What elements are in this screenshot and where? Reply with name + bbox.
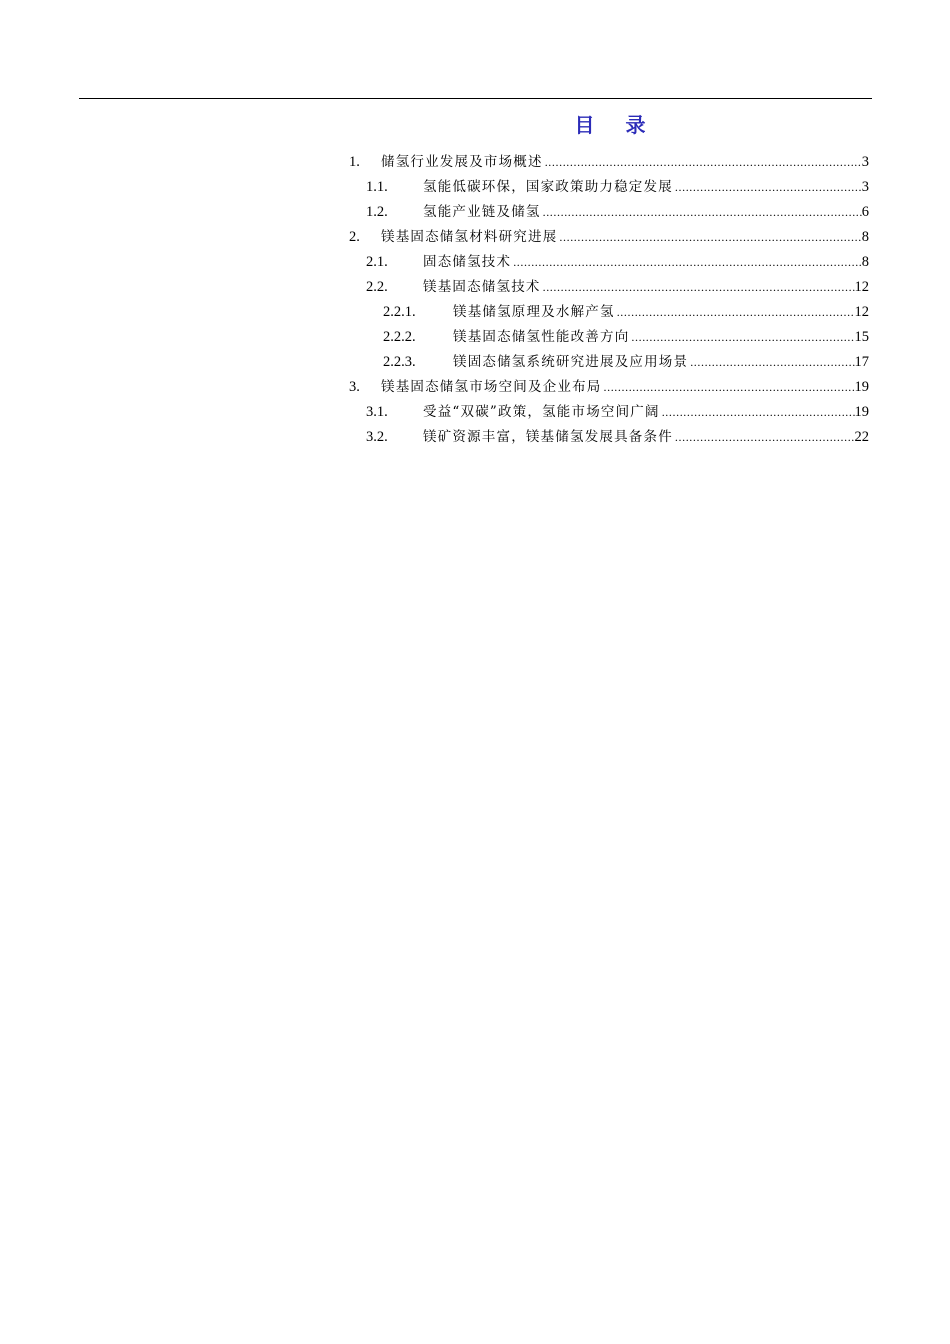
toc-entry-number: 2.2.	[366, 279, 388, 295]
toc-dot-leader	[541, 200, 862, 225]
toc-entry-number: 3.	[349, 379, 360, 395]
toc-entry-1-2[interactable]	[349, 200, 869, 225]
toc-entry-3[interactable]	[349, 375, 869, 400]
toc-entry-page: 8	[861, 229, 869, 245]
toc-entry-page: 3	[861, 179, 869, 195]
toc-entry-label: 氢能低碳环保，国家政策助力稳定发展	[423, 179, 673, 195]
toc-entry-label: 镁基储氢原理及水解产氢	[453, 304, 615, 320]
toc-entry-1[interactable]	[349, 150, 869, 175]
toc-entry-label: 镁基固态储氢性能改善方向	[453, 329, 630, 345]
toc-dot-leader	[673, 175, 862, 200]
toc-entry-page: 22	[854, 429, 869, 445]
toc-entry-number: 1.	[349, 154, 360, 170]
toc-entry-number: 3.1.	[366, 404, 388, 420]
toc-entry-2-2-2[interactable]	[349, 325, 869, 350]
toc-entry-3-1[interactable]	[349, 400, 869, 425]
toc-entry-page: 15	[854, 329, 869, 345]
toc-title: 目 录	[574, 113, 658, 137]
toc-entry-2-2[interactable]	[349, 275, 869, 300]
toc-dot-leader	[629, 325, 854, 350]
toc-entry-1-1[interactable]	[349, 175, 869, 200]
toc-entry-number: 1.2.	[366, 204, 388, 220]
toc-entry-page: 3	[861, 154, 869, 170]
toc-entry-label: 镁固态储氢系统研究进展及应用场景	[453, 354, 689, 370]
toc-entry-number: 1.1.	[366, 179, 388, 195]
toc-entry-2[interactable]	[349, 225, 869, 250]
toc-entry-2-1[interactable]	[349, 250, 869, 275]
toc-entry-label: 储氢行业发展及市场概述	[381, 154, 543, 170]
toc-dot-leader	[602, 375, 855, 400]
toc-dot-leader	[673, 425, 855, 450]
toc-entry-page: 12	[854, 304, 869, 320]
toc-entry-number: 2.2.1.	[383, 304, 416, 320]
header-rule	[79, 98, 872, 99]
toc-entry-number: 2.2.2.	[383, 329, 416, 345]
toc-entry-label: 镁基固态储氢技术	[423, 279, 541, 295]
toc-entry-page: 17	[854, 354, 869, 370]
toc-entry-number: 2.1.	[366, 254, 388, 270]
toc-dot-leader	[543, 150, 862, 175]
toc-dot-leader	[615, 300, 855, 325]
toc-dot-leader	[511, 250, 862, 275]
toc-entry-3-2[interactable]	[349, 425, 869, 450]
toc-entry-2-2-1[interactable]	[349, 300, 869, 325]
toc-entry-number: 2.2.3.	[383, 354, 416, 370]
toc-entry-page: 12	[854, 279, 869, 295]
toc-entry-page: 8	[861, 254, 869, 270]
toc-entry-label: 镁矿资源丰富，镁基储氢发展具备条件	[423, 429, 673, 445]
toc-entry-label: 镁基固态储氢材料研究进展	[381, 229, 558, 245]
toc-dot-leader	[688, 350, 854, 375]
toc-entry-2-2-3[interactable]	[349, 350, 869, 375]
toc-dot-leader	[541, 275, 855, 300]
toc-entry-page: 6	[861, 204, 869, 220]
toc-entry-number: 2.	[349, 229, 360, 245]
toc-dot-leader	[660, 400, 855, 425]
toc-entry-number: 3.2.	[366, 429, 388, 445]
toc-dot-leader	[557, 225, 861, 250]
toc-entry-label: 氢能产业链及储氢	[423, 204, 541, 220]
toc-entry-label: 受益“双碳”政策，氢能市场空间广阔	[423, 404, 660, 420]
table-of-contents	[349, 150, 869, 450]
toc-entry-page: 19	[854, 379, 869, 395]
toc-entry-page: 19	[854, 404, 869, 420]
toc-entry-label: 镁基固态储氢市场空间及企业布局	[381, 379, 602, 395]
toc-entry-label: 固态储氢技术	[423, 254, 512, 270]
